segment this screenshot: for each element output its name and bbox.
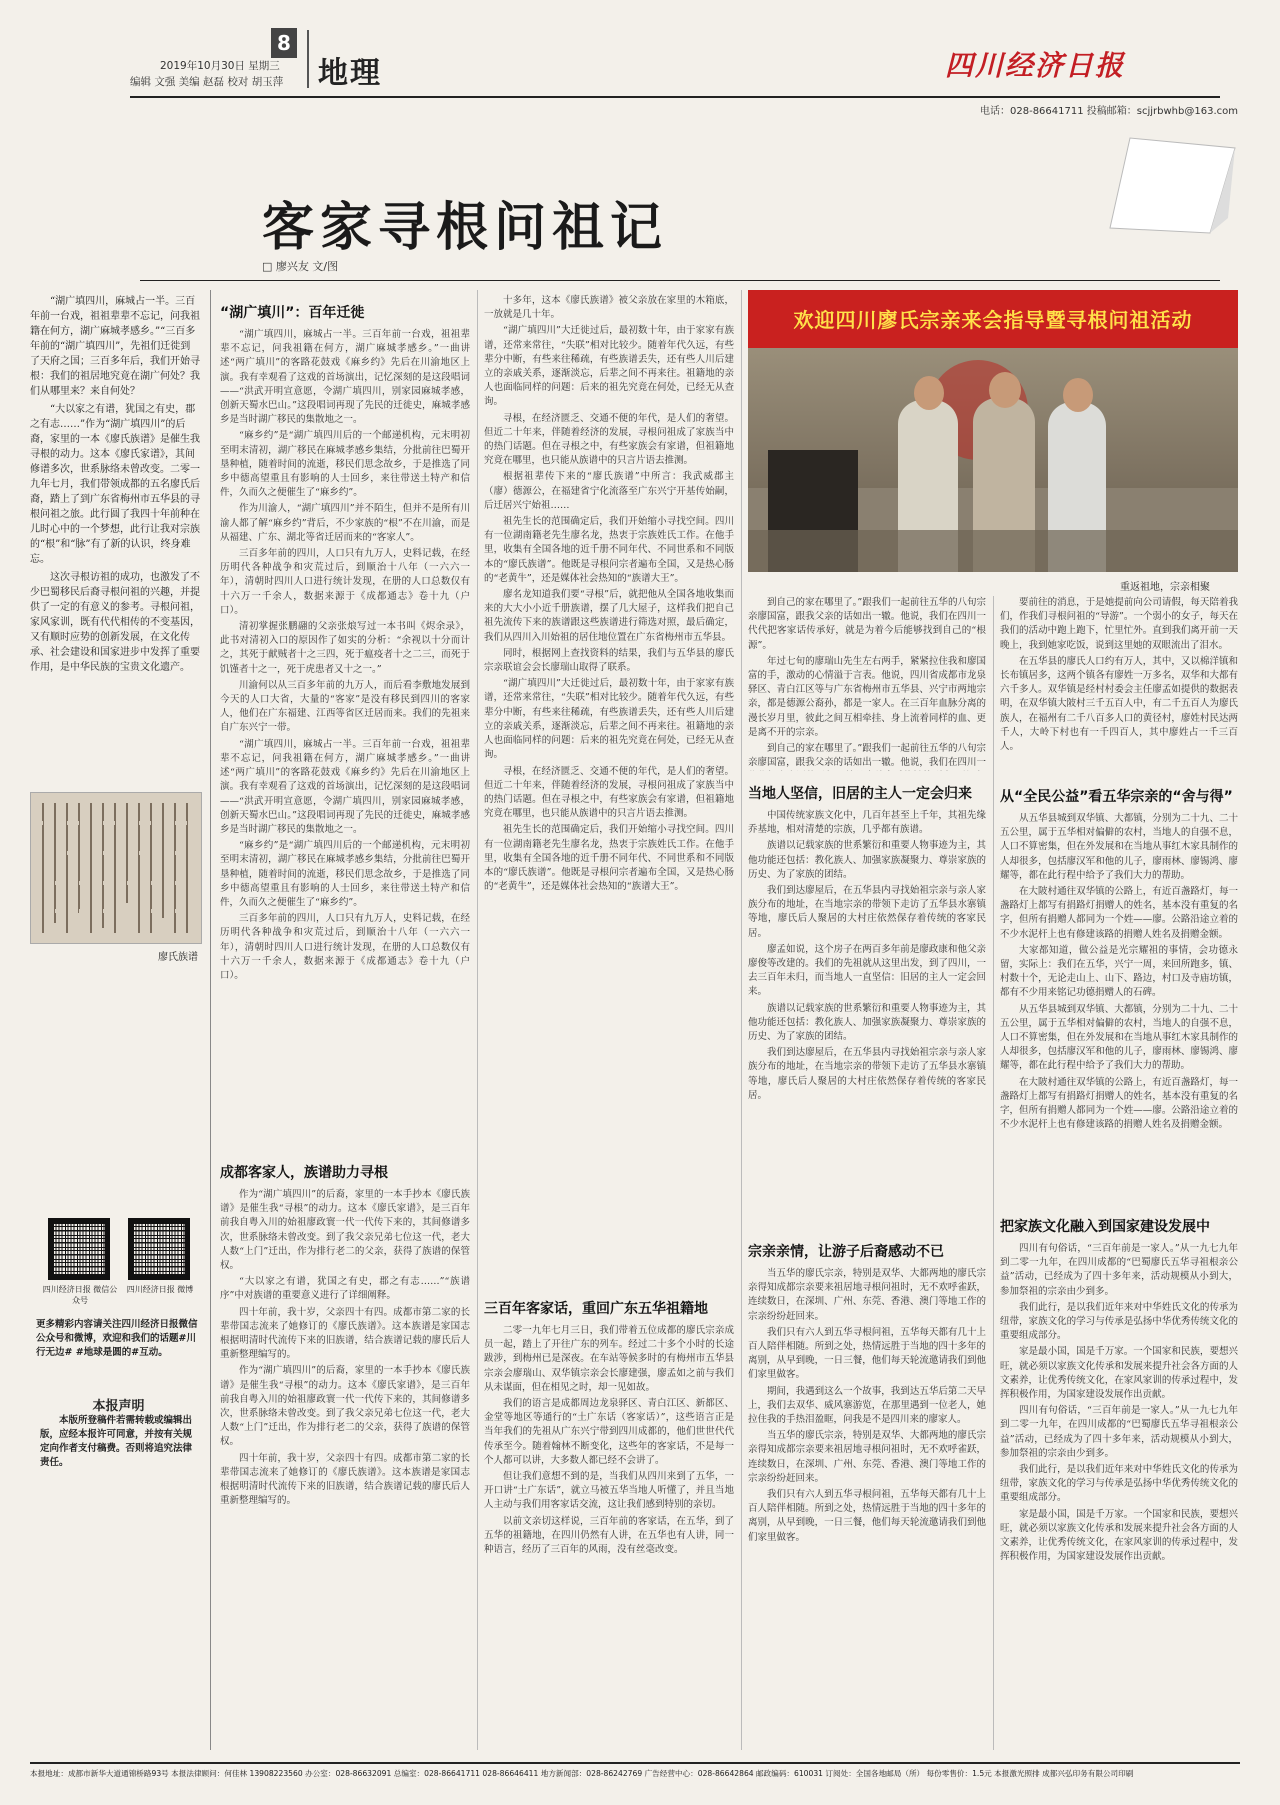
paragraph: 川渝何以从三百多年前的九万人，而后看李敷地发展到今天的人口大省，大量的“客家”是没有移民到四川的客家人，他们在广东福建、江西等省区迁居而来。我们的先祖来自广东兴宁一带。 bbox=[220, 679, 470, 734]
paragraph: 根据祖辈传下来的“廖氏族谱”中所言：我武威郡主（廖）德源公，在福建省宁化流落至广东兴宁开基传始嗣，后迁居兴宁始祖…… bbox=[484, 471, 734, 511]
paragraph: 当五华的廖氏宗亲，特别是双华、大都两地的廖氏宗亲得知成都宗亲要来祖居地寻根问祖时，无不欢呼雀跃，连续数日，在深圳、广州、东莞、香港、澳门等地工作的宗亲纷纷赶回来。 bbox=[748, 1430, 986, 1484]
paragraph: 在大陂村通往双华镇的公路上，有近百盏路灯，每一盏路灯上都写有捐路灯捐赠人的姓名，基本没有重复的名字，但所有捐赠人都同为一个姓——廖。公路沿途立着的不少水泥杆上也有修建该路的捐赠人姓名及捐赠金额。 bbox=[1000, 886, 1238, 940]
title-rule bbox=[140, 280, 1220, 281]
footer-info: 本报地址：成都市新华大道通锦桥路93号 本报法律顾问：何佳林 13908223560 办公室：028-86632091 总编室：028-86641711 028-86646411 地方新闻部：028-86242769 广告经营中心：028-86642864 邮政编码：610031 订阅处：全国各地邮局（所） 每份零售价：1.5元 本报激光照排 成都兴弘印务有限公司印刷 bbox=[30, 1769, 1134, 1778]
subhead-hakka-dialect: 三百年客家话，重回广东五华祖籍地 bbox=[484, 1301, 708, 1317]
column-2-text-a bbox=[484, 294, 734, 1284]
column-4 bbox=[1000, 596, 1238, 1672]
wechat-qr-label: 四川经济日报 微信公众号 bbox=[42, 1285, 118, 1305]
paragraph: “麻乡约”是“湖广填四川后的一个邮递机构，元末明初至明末清初，湖广移民在麻城孝感乡集结，分批前往巴蜀开垦种植，随着时间的流逝，移民们思念故乡，于是推选了同乡中德高望重且有影响的人士回乡，来往带送土特产和信件，久而久之便催生了“麻乡约”。 bbox=[220, 840, 470, 908]
weibo-qr-label: 四川经济日报 微博 bbox=[126, 1285, 194, 1294]
header-rule bbox=[130, 96, 1220, 98]
column-4-text-c bbox=[1000, 1242, 1238, 1672]
paragraph: “湖广填四川，麻城占一半。三百年前一台戏，祖祖辈辈不忘记，问我祖籍在何方，湖广麻城孝感乡。”一曲讲述“两广填川”的客路花鼓戏《麻乡约》先后在川渝地区上演。我有幸观看了这戏的首场演出，记忆深刻的是这段唱词——“洪武开明宣意愿，令湖广填四川，别家园麻城孝感，创新天蜀水巴山。”这段唱词再现了先民的迁徙史，麻城孝感乡是当时湖广移民的集散地之一。 bbox=[220, 738, 470, 835]
subhead-family-culture: 把家族文化融入到国家建设发展中 bbox=[1000, 1219, 1210, 1235]
column-1 bbox=[220, 290, 470, 1666]
column-divider bbox=[477, 290, 478, 1750]
column-divider bbox=[993, 596, 994, 1750]
column-divider bbox=[741, 290, 742, 1750]
paragraph: “麻乡约”是“湖广填四川后的一个邮递机构，元末明初至明末清初，湖广移民在麻城孝感乡集结，分批前往巴蜀开垦种植，随着时间的流逝，移民们思念故乡，于是推选了同乡中德高望重且有影响的人士回乡，来往带送土特产和信件，久而久之便催生了“麻乡约”。 bbox=[220, 430, 470, 499]
paragraph: 要前往的消息，于是她提前向公司请假，每天陪着我们，作我们寻根问祖的“导游”。一个弱小的女子，每天在我们的活动中跑上跑下，忙里忙外。直到我们离开前一天晚上，我到她家吃饭，说到这里她的双眼流出了泪水。 bbox=[1000, 597, 1238, 651]
paragraph: 大家都知道，做公益是光宗耀祖的事情，会功德永留，实际上：我们在五华，兴宁一周，来回所跑多，镇、村数十个，无论走山上、山下、路边，村口及寺庙坊镇，都有不少用来铭记功德捐赠人的石碑。 bbox=[1000, 944, 1238, 999]
genealogy-script-pattern bbox=[31, 793, 201, 943]
paragraph: 期间，我遇到这么一个故事，我到达五华后第二天早上，我们去双华、威风寨游览，在那里遇到一位老人，她拉住我的手热泪盈眶，问我是不是四川来的廖家人。 bbox=[748, 1385, 986, 1426]
paragraph: 我们此行，是以我们近年来对中华姓氏文化的传承为纽带，家族文化的学习与传承是弘扬中华优秀传统文化的重要组成部分。 bbox=[1000, 1301, 1238, 1342]
footer-rule bbox=[30, 1762, 1240, 1764]
column-3-text-a bbox=[748, 596, 986, 771]
notice-title: 本报声明 bbox=[92, 1399, 145, 1414]
person-3-head bbox=[1063, 378, 1093, 412]
genealogy-caption: 廖氏族谱 bbox=[158, 952, 198, 963]
paragraph: 廖名龙知道我们要“寻根”后，就把他从全国各地收集而来的大大小小近千册族谱，摆了几大屋子，这样我们把自己祖先流传下来的族谱跟这些族谱进行筛选对照，最后确定，我们从四川入川始祖的居住地位置在广东省梅州市五华县。 bbox=[484, 589, 734, 643]
person-1-head bbox=[914, 376, 944, 410]
page-number: 8 bbox=[271, 28, 297, 58]
contact-line: 电话：028-86641711 投稿邮箱：scjjrbwhb@163.com bbox=[980, 106, 1238, 117]
social-promo: 更多精彩内容请关注四川经济日报微信公众号和微博，欢迎和我们的话题#川行无边# #地球是圆的#互动。 bbox=[36, 1319, 198, 1358]
paragraph: 作为“湖广填四川”的后裔，家里的一本手抄本《廖氏族谱》是催生我“寻根”的动力。这本《廖氏家谱》，是三百年前我自粤入川的始祖廖政寰一代一代传下来的，其间修谱多次，世系脉络未曾改变。到了我父亲兄弟七位这一代，老大人数“上门”迁出，作为排行老二的父亲，获得了族谱的保管权。 bbox=[220, 1189, 470, 1272]
paragraph: 作为川渝人，“湖广填四川”并不陌生，但并不是所有川渝人都了解“麻乡约”背后，不少家族的“根”不在川渝，而是从福建、广东、湖北等省迁居而来的“客家人”。 bbox=[220, 503, 470, 543]
paragraph: 到自己的家在哪里了。”跟我们一起前往五华的八旬宗亲廖国富，跟我父亲的话如出一辙。他说，我们在四川一 bbox=[748, 743, 986, 769]
paragraph: 我们到达廖屋后，在五华县内寻找始祖宗亲与亲人家族分布的地址，在当地宗亲的带领下走访了五华县水寨镇等地，廖氏后人聚居的大村庄依然保存着传统的客家民居。 bbox=[748, 885, 986, 939]
paragraph: “大以家之有谱，犹国之有史，郡之有志……”“族谱序”中对族谱的重要意义进行了详细阐释。 bbox=[220, 1276, 470, 1302]
paragraph: 从五华县城到双华镇、大都镇，分别为二十九、二十五公里，属于五华相对偏僻的农村，当地人的自强不息，人口不算密集，但在外发展和在当地从事红木家具制作的人却很多，包括廖汉军和他的儿子，廖雨林、廖锡鸿、廖耀等，都在此行程中给予了我们大力的帮助。 bbox=[1000, 813, 1238, 881]
subhead-migration: “湖广填川”：百年迁徙 bbox=[220, 305, 365, 321]
section-name: 地理 bbox=[318, 56, 382, 91]
paragraph: 在大陂村通往双华镇的公路上，有近百盏路灯，每一盏路灯上都写有捐路灯捐赠人的姓名，基本没有重复的名字，但所有捐赠人都同为一个姓——廖。公路沿途立着的不少水泥杆上也有修建该路的捐赠人姓名及捐赠金额。 bbox=[1000, 1076, 1238, 1131]
person-2-head bbox=[989, 372, 1021, 408]
paragraph: 我们只有六人到五华寻根问祖，五华每天都有几十上百人陪伴相随。所到之处，热情远胜于当地的四十多年的离别，从早到晚，一日三餐，他们每天轮流邀请我们到他们家里做客。 bbox=[748, 1489, 986, 1543]
sidebar-divider bbox=[210, 290, 211, 1750]
genealogy-image bbox=[30, 792, 202, 944]
issue-date: 2019年10月30日 星期三 bbox=[160, 60, 280, 72]
intro-sidebar bbox=[30, 294, 200, 724]
masthead-logo: 四川经济日报 bbox=[945, 49, 1126, 82]
paragraph: 廖孟如说，这个房子在两百多年前是廖政康和他父亲廖俊等改建的。我们的先祖就从这里出发，到了四川，一去三百年未归，而当地人一直坚信：旧居的主人一定会回来。 bbox=[748, 943, 986, 998]
subhead-genealogy: 成都客家人，族谱助力寻根 bbox=[220, 1165, 388, 1181]
paragraph: 我们的语言是成都周边龙泉驿区、青白江区、新都区、金堂等地区等通行的“土广东话（客家话）”，这些语言正是当年我们的先祖从广东兴宁带到四川成都的，他们世世代代传承至今。随着翰林不断变化，这些年的客家话，不是每一个人都可以讲，大多数人都已经不会讲了。 bbox=[484, 1398, 734, 1466]
paragraph: 在五华县的廖氏人口约有万人，其中，又以棉洋镇和长布镇居多，这两个镇各有廖姓一万多名，双华和大都有六千多人。双华镇是经村村委会主任廖孟如提供的数据表明，在双华镇大陂村三千五百人中，有二千五百人为廖氏族人，在福州有二千八百多人口的黄径村，廖姓村民达两千人，大岭下村也有一千四百人，其中廖姓占一千三百人。 bbox=[1000, 655, 1238, 753]
column-4-text-a bbox=[1000, 596, 1238, 774]
column-2-text-b bbox=[484, 1324, 734, 1714]
paragraph: “湖广填四川”大迁徙过后，最初数十年，由于家家有族谱，还常来常往，“失联”相对比较少。随着年代久远，有些辈分中断，有些来往稀疏，有些族谱丢失，还有些人川后建立的亲戚关系，逐渐淡忘，后辈之间不再来往。祖籍地的亲人也面临同样的问题：后来的祖先究竟在何处，已经无从查询。 bbox=[484, 678, 734, 761]
intro-paragraph-2: “大以家之有谱，犹国之有史，郡之有志……”作为“湖广填四川”的后裔，家里的一本《廖氏族谱》是催生我寻根的动力。这本《廖氏家谱》，其间修谱多次，世系脉络未曾改变。二零一九年七月，我们带领成都的五名廖氏后裔，踏上了到广东省梅州市五华县的寻根问祖之旅。此行圆了我四十年前种在儿时心中的一个梦想，此行让我对宗族的“根”和“脉”有了新的认识，终身难忘。 bbox=[30, 404, 200, 565]
paragraph: 四川有句俗话，“三百年前是一家人。”从一九七九年到二零一九年，在四川成都的“巴蜀廖氏五华寻祖根亲公益”活动，已经成为了四十多年来，活动规模从小到大，参加祭祖的宗亲由少到多。 bbox=[1000, 1405, 1238, 1459]
paragraph: 寻根，在经济匮乏、交通不便的年代，是人们的奢望。但近二十年来，伴随着经济的发展，寻根问祖成了家族当中的热门话题。但在寻根之中，有些家族会有家谱，但祖籍地究竟在哪里，也只能从族谱中的只言片语去推测。 bbox=[484, 412, 734, 467]
intro-paragraph-3: 这次寻根访祖的成功，也激发了不少巴蜀移民后裔寻根问祖的兴趣，并提供了一定的有意义的参考。寻根问祖，家风家训，既有代代相传的不变基因，又有顺时应势的创新发展，在文化传承、社会建设和国家进步中发挥了重要作用，是中华民族的宝贵文化遗产。 bbox=[30, 572, 200, 673]
byline: □ 廖兴友 文/图 bbox=[262, 260, 339, 273]
paragraph: 十多年，这本《廖氏族谱》被父亲放在家里的木箱底，一放就是几十年。 bbox=[484, 295, 734, 321]
paragraph: 作为“湖广填四川”的后裔，家里的一本手抄本《廖氏族谱》是催生我“寻根”的动力。这本《廖氏家谱》，是三百年前我自粤入川的始祖廖政寰一代一代传下来的，其间修谱多次，世系脉络未曾改变。到了我父亲兄弟七位这一代，老大人数“上门”迁出，作为排行老二的父亲，获得了族谱的保管权。 bbox=[220, 1365, 470, 1448]
column-3-text-b bbox=[748, 809, 986, 1229]
paragraph: 四十年前，我十岁，父亲四十有四。成都市第二家的长辈带国志流来了她修订的《廖氏族谱》。这本族谱是家国志根据明清时代流传下来的旧族谱，结合族谱记载的廖氏后人重新整理编写的。 bbox=[220, 1452, 470, 1507]
paragraph: 到自己的家在哪里了。”跟我们一起前往五华的八旬宗亲廖国富，跟我父亲的话如出一辙。他说，我们在四川一代代把客家话传承好，就是为着今后能够找到自己的“根源”。 bbox=[748, 597, 986, 651]
paragraph: 族谱以记载家族的世系繁衍和重要人物事迹为主，其他功能还包括：教化族人、加强家族凝聚力、尊崇家族的历史、为了家族的团结。 bbox=[748, 840, 986, 880]
column-1-text-a bbox=[220, 328, 470, 1148]
paper-curl-decoration bbox=[1090, 128, 1240, 238]
paragraph: 祖先生长的范围确定后，我们开始缩小寻找空间。四川有一位湖南籍老先生廖名龙，热衷于宗族姓氏工作。在他手里，收集有全国各地的近千册不同年代、不同世系和不同版本的“廖氏族谱”。他既是寻根问宗者遍布全国，又是热心肠的“老黄牛”，还是媒体社会热知的“族谱大王”。 bbox=[484, 824, 734, 893]
paragraph: 三百多年前的四川，人口只有九万人，史料记载，在经历明代各种战争和灾荒过后，到顺治十八年（一六六一年），清朝时四川人口进行统计发现，在册的人口总数仅有十六万一千余人，数据来源于《成都通志》卷十九（户口）。 bbox=[220, 913, 470, 981]
paragraph: “湖广填四川”大迁徙过后，最初数十年，由于家家有族谱，还常来常往，“失联”相对比较少。随着年代久远，有些辈分中断，有些来往稀疏，有些族谱丢失，还有些人川后建立的亲戚关系，逐渐淡忘，后辈之间不再来往。祖籍地的亲人也面临同样的问题：后来的祖先究竟在何处，已经无从查询。 bbox=[484, 325, 734, 408]
subhead-public-welfare: 从“全民公益”看五华宗亲的“舍与得” bbox=[1000, 789, 1233, 805]
subhead-kinship: 宗亲亲情，让游子后裔感动不已 bbox=[748, 1244, 944, 1260]
paragraph: 族谱以记载家族的世系繁衍和重要人物事迹为主，其他功能还包括：教化族人、加强家族凝聚力、尊崇家族的历史、为了家族的团结。 bbox=[748, 1002, 986, 1043]
event-photo bbox=[748, 290, 1238, 572]
paragraph: 清初掌握张鹏翮的父亲张烺写过一本书叫《烬余录》，此书对清初入口的原因作了如实的分析：“余视以十分而计之，其死于献贼者十之三四，死于瘟疫者十之二三，而死于饥馑者十之一，死于虎患者又十之一。” bbox=[220, 621, 470, 675]
paragraph: 三百多年前的四川，人口只有九万人，史料记载，在经历明代各种战争和灾荒过后，到顺治十八年（一六六一年），清朝时四川人口进行统计发现，在册的人口总数仅有十六万一千余人，数据来源于《成都通志》卷十九（户口）。 bbox=[220, 548, 470, 616]
notice-text: 本版所登稿件若需转载或编辑出版，应经本报许可同意，并按有关规定向作者支付稿费。否则将追究法律责任。 bbox=[40, 1415, 193, 1468]
paragraph: 家是最小国，国是千万家。一个国家和民族，要想兴旺，就必须以家族文化传承和发展来提升社会各方面的人文素养，让优秀传统文化，在家风家训的传承过程中，发挥积极作用，为国家建设发展作出贡献。 bbox=[1000, 1508, 1238, 1563]
article-title: 客家寻根问祖记 bbox=[262, 197, 669, 258]
paragraph: 寻根，在经济匮乏、交通不便的年代，是人们的奢望。但近二十年来，伴随着经济的发展，寻根问祖成了家族当中的热门话题。但在寻根之中，有些家族会有家谱，但祖籍地究竟在哪里，也只能从族谱中的只言片语去推测。 bbox=[484, 765, 734, 820]
editorial-staff: 编辑 文强 美编 赵磊 校对 胡玉萍 bbox=[130, 76, 284, 88]
paragraph: 年过七旬的廖瑞山先生左右两手，紧紧拉住我和廖国富的手，激动的心情溢于言表。他说，四川省成都市龙泉驿区、青白江区等与广东省梅州市五华县、兴宁市两地宗亲，都是德源公裔孙，都是一家人。在三百年血脉分离的漫长岁月里，彼此之间互相牵挂、身上流着同样的血、更是离不开的宗亲。 bbox=[748, 655, 986, 738]
header-divider bbox=[307, 30, 309, 88]
intro-paragraph-1: “湖广填四川，麻城占一半。三百年前一台戏，祖祖辈辈不忘记，问我祖籍在何方，湖广麻城孝感乡。”“三百多年前的“湖广填四川”，先祖们迁徙到了天府之国；三百多年后，我们开始寻根：我们的祖居地究竟在湖广何处？我们从哪里来？来自何处？ bbox=[30, 296, 200, 397]
column-4-text-b bbox=[1000, 812, 1238, 1204]
column-1-text-b bbox=[220, 1188, 470, 1666]
photo-banner-text: 欢迎四川廖氏宗亲来会指导暨寻根问祖活动 bbox=[793, 308, 1193, 332]
paragraph: 我们到达廖屋后，在五华县内寻找始祖宗亲与亲人家族分布的地址，在当地宗亲的带领下走访了五华县水寨镇等地，廖氏后人聚居的大村庄依然保存着传统的客家民居。 bbox=[748, 1047, 986, 1101]
paragraph: 我们此行，是以我们近年来对中华姓氏文化的传承为纽带，家族文化的学习与传承是弘扬中华优秀传统文化的重要组成部分。 bbox=[1000, 1464, 1238, 1504]
paragraph: 四十年前，我十岁，父亲四十有四。成都市第二家的长辈带国志流来了她修订的《廖氏族谱》。这本族谱是家国志根据明清时代流传下来的旧族谱，结合族谱记载的廖氏后人重新整理编写的。 bbox=[220, 1306, 470, 1361]
paragraph: 同时，根据网上查找资料的结果，我们与五华县的廖氏宗亲联谊会会长廖瑞山取得了联系。 bbox=[484, 647, 734, 674]
paragraph: 从五华县城到双华镇、大都镇，分别为二十九、二十五公里，属于五华相对偏僻的农村，当地人的自强不息，人口不算密集，但在外发展和在当地从事红木家具制作的人却很多，包括廖汉军和他的儿子，廖雨林、廖锡鸿、廖耀等，都在此行程中给予了我们大力的帮助。 bbox=[1000, 1003, 1238, 1072]
paragraph: 以前文亲切这样说，三百年前的客家话，在五华，到了五华的祖籍地，在四川仍然有人讲，在五华也有人讲，同一种语言，经历了三百年的风雨，没有丝毫改变。 bbox=[484, 1515, 734, 1556]
weibo-qr-code[interactable] bbox=[128, 1218, 190, 1280]
subhead-old-house: 当地人坚信，旧居的主人一定会归来 bbox=[748, 786, 972, 802]
paragraph: 二零一九年七月三日，我们带着五位成都的廖氏宗亲成员一起，踏上了开往广东的列车。经过二十多个小时的长途跋涉，到梅州已是深夜。在车站等候多时的有梅州市五华县宗亲会廖瑞山、双华镇宗亲会长廖建强，廖孟如之前与我们从未谋面，但在相见之时，却一见如故。 bbox=[484, 1325, 734, 1393]
paragraph: 当五华的廖氏宗亲，特别是双华、大都两地的廖氏宗亲得知成都宗亲要来祖居地寻根问祖时，无不欢呼雀跃，连续数日，在深圳、广州、东莞、香港、澳门等地工作的宗亲纷纷赶回来。 bbox=[748, 1268, 986, 1322]
column-3 bbox=[748, 596, 986, 1637]
paragraph: 我们只有六人到五华寻根问祖，五华每天都有几十上百人陪伴相随。所到之处，热情远胜于当地的四十多年的离别，从早到晚，一日三餐，他们每天轮流邀请我们到他们家里做客。 bbox=[748, 1326, 986, 1381]
column-3-text-c bbox=[748, 1267, 986, 1637]
paragraph: 中国传统家族文化中，几百年甚至上千年，其祖先缘乔基地，相对清楚的宗族，几乎都有族谱。 bbox=[748, 810, 986, 836]
photo-floor bbox=[748, 530, 1238, 572]
photo-caption: 重返祖地，宗亲相聚 bbox=[1120, 582, 1210, 593]
wechat-qr-code[interactable] bbox=[48, 1218, 110, 1280]
column-2 bbox=[484, 290, 734, 1714]
paragraph: 四川有句俗话，“三百年前是一家人。”从一九七九年到二零一九年，在四川成都的“巴蜀廖氏五华寻祖根亲公益”活动，已经成为了四十多年来，活动规模从小到大，参加祭祖的宗亲由少到多。 bbox=[1000, 1243, 1238, 1297]
paragraph: 家是最小国，国是千万家。一个国家和民族，要想兴旺，就必须以家族文化传承和发展来提升社会各方面的人文素养，让优秀传统文化，在家风家训的传承过程中，发挥积极作用，为国家建设发展作出贡献。 bbox=[1000, 1346, 1238, 1401]
paragraph: 祖先生长的范围确定后，我们开始缩小寻找空间。四川有一位湖南籍老先生廖名龙，热衷于宗族姓氏工作。在他手里，收集有全国各地的近千册不同年代、不同世系和不同版本的“廖氏族谱”。他既是寻根问宗者遍布全国，又是热心肠的“老黄牛”，还是媒体社会热知的“族谱大王”。 bbox=[484, 516, 734, 584]
paragraph: 但让我们意想不到的是，当我们从四川来到了五华，一开口讲“土广东话”，就立马被五华当地人听懂了，并且当地人主动与我们用客家话交流，这让我们感到特别的亲切。 bbox=[484, 1471, 734, 1511]
paragraph: “湖广填四川，麻城占一半。三百年前一台戏，祖祖辈辈不忘记，问我祖籍在何方，湖广麻城孝感乡。”一曲讲述“两广填川”的客路花鼓戏《麻乡约》先后在川渝地区上演。我有幸观看了这戏的首场演出，记忆深刻的是这段唱词——“洪武开明宣意愿，令湖广填四川，别家园麻城孝感，创新天蜀水巴山。”这段唱词再现了先民的迁徙史，麻城孝感乡是当时湖广移民的集散地之一。 bbox=[220, 329, 470, 426]
